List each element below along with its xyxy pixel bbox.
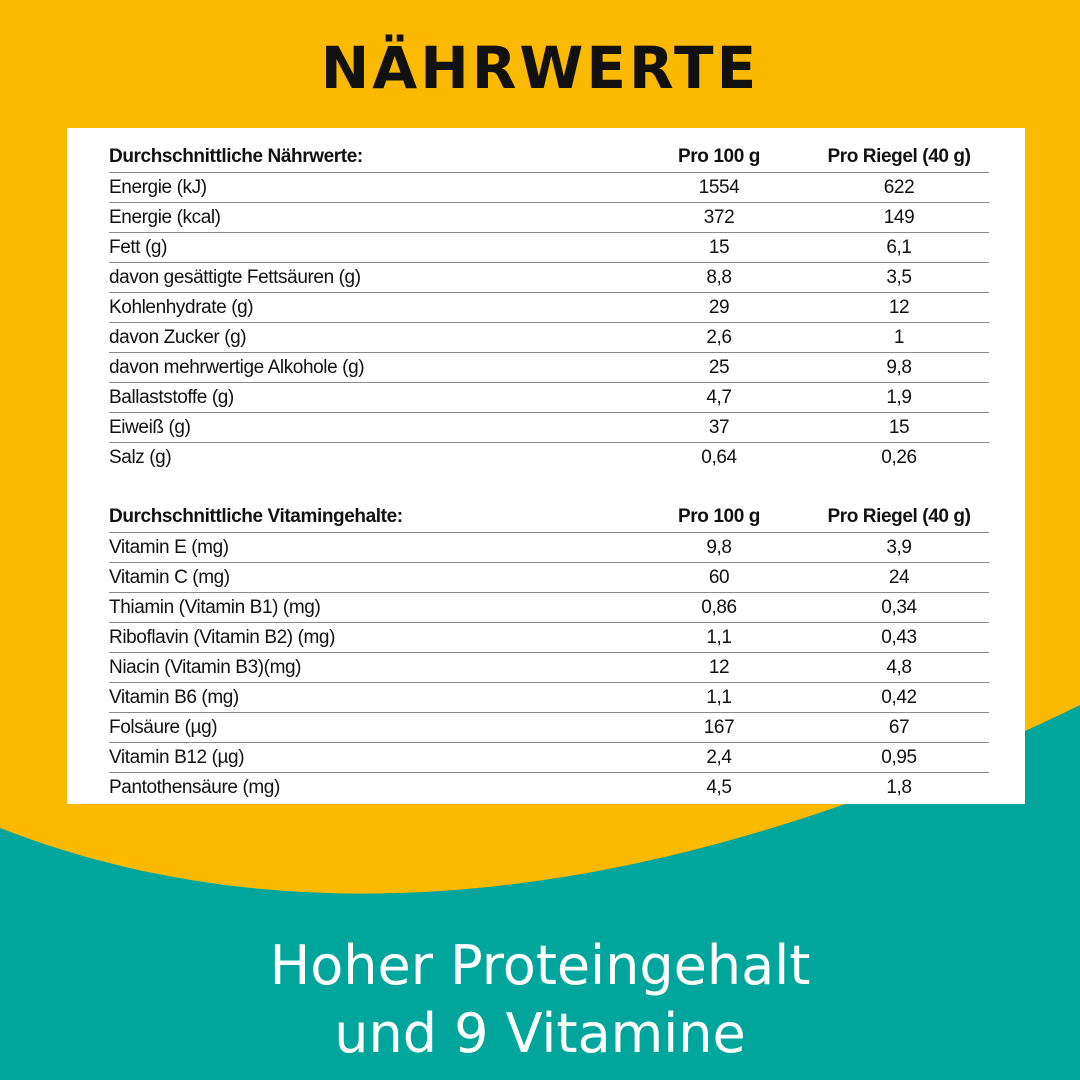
table-row xyxy=(109,653,989,683)
value-per-bar: 0,34 xyxy=(809,593,989,623)
table-row xyxy=(109,413,989,443)
table-row xyxy=(109,773,989,803)
value-per-bar: 9,8 xyxy=(809,353,989,383)
table-row xyxy=(109,563,989,593)
value-per-bar: 622 xyxy=(809,173,989,203)
table-row xyxy=(109,443,989,473)
header-per-100g: Pro 100 g xyxy=(629,502,809,533)
table-row xyxy=(109,743,989,773)
value-per-100g: 0,86 xyxy=(629,593,809,623)
row-label: Vitamin B6 (mg) xyxy=(109,683,629,713)
table-row xyxy=(109,683,989,713)
footer-line-1: Hoher Proteingehalt xyxy=(269,934,811,997)
value-per-bar: 3,9 xyxy=(809,533,989,563)
spacer-cell xyxy=(809,472,989,502)
value-per-100g: 25 xyxy=(629,353,809,383)
value-per-100g: 167 xyxy=(629,713,809,743)
value-per-bar: 0,42 xyxy=(809,683,989,713)
value-per-bar: 0,43 xyxy=(809,623,989,653)
value-per-bar: 67 xyxy=(809,713,989,743)
value-per-bar: 12 xyxy=(809,293,989,323)
value-per-bar: 1,8 xyxy=(886,776,912,798)
row-label: Pantothensäure (mg) xyxy=(109,776,280,798)
row-label: Eiweiß (g) xyxy=(109,413,629,443)
table-row xyxy=(109,353,989,383)
header-label: Durchschnittliche Nährwerte: xyxy=(109,142,629,173)
value-per-100g: 2,4 xyxy=(629,743,809,773)
value-per-100g: 8,8 xyxy=(629,263,809,293)
nutrition-table xyxy=(109,142,989,802)
nutrition-header-row xyxy=(109,142,989,173)
table-row xyxy=(109,323,989,353)
table-row xyxy=(109,293,989,323)
table-row xyxy=(109,623,989,653)
table-row xyxy=(109,203,989,233)
value-per-bar: 3,5 xyxy=(809,263,989,293)
table-row xyxy=(109,533,989,563)
footer-tagline xyxy=(0,932,1080,1068)
row-label: Vitamin C (mg) xyxy=(109,563,629,593)
value-per-bar: 6,1 xyxy=(809,233,989,263)
value-per-100g: 15 xyxy=(629,233,809,263)
header-per-bar: Pro Riegel (40 g) xyxy=(809,142,989,173)
spacer-cell xyxy=(629,472,809,502)
row-label: Vitamin E (mg) xyxy=(109,533,629,563)
table-row xyxy=(109,383,989,413)
value-per-bar: 149 xyxy=(809,203,989,233)
row-label: Riboflavin (Vitamin B2) (mg) xyxy=(109,623,629,653)
value-per-100g: 0,64 xyxy=(701,446,737,468)
value-per-100g: 12 xyxy=(629,653,809,683)
value-per-100g: 4,7 xyxy=(629,383,809,413)
row-label: davon Zucker (g) xyxy=(109,323,629,353)
value-per-100g: 372 xyxy=(629,203,809,233)
value-per-bar: 4,8 xyxy=(809,653,989,683)
row-label: Thiamin (Vitamin B1) (mg) xyxy=(109,593,629,623)
row-label: Ballaststoffe (g) xyxy=(109,383,629,413)
table-row xyxy=(109,233,989,263)
value-per-bar: 1,9 xyxy=(809,383,989,413)
row-label: Energie (kcal) xyxy=(109,203,629,233)
table-row xyxy=(109,263,989,293)
value-per-100g: 37 xyxy=(629,413,809,443)
value-per-100g: 60 xyxy=(629,563,809,593)
table-row xyxy=(109,713,989,743)
header-per-100g: Pro 100 g xyxy=(629,142,809,173)
row-label: Kohlenhydrate (g) xyxy=(109,293,629,323)
value-per-bar: 15 xyxy=(809,413,989,443)
row-label: Energie (kJ) xyxy=(109,173,629,203)
value-per-100g: 1,1 xyxy=(629,623,809,653)
row-label: Vitamin B12 (µg) xyxy=(109,743,629,773)
row-label: Folsäure (µg) xyxy=(109,713,629,743)
section-spacer xyxy=(109,472,989,502)
row-label: Niacin (Vitamin B3)(mg) xyxy=(109,653,629,683)
footer-line-2: und 9 Vitamine xyxy=(334,1002,746,1065)
value-per-bar: 0,26 xyxy=(881,446,917,468)
value-per-100g: 9,8 xyxy=(629,533,809,563)
row-label: Salz (g) xyxy=(109,446,172,468)
table-row xyxy=(109,593,989,623)
value-per-bar: 24 xyxy=(809,563,989,593)
spacer-cell xyxy=(109,472,629,502)
value-per-100g: 1,1 xyxy=(629,683,809,713)
row-label: Fett (g) xyxy=(109,233,629,263)
page-title: NÄHRWERTE xyxy=(320,34,760,102)
vitamins-header-row xyxy=(109,502,989,533)
header-per-bar: Pro Riegel (40 g) xyxy=(809,502,989,533)
nutrition-card xyxy=(67,128,1025,804)
value-per-100g: 29 xyxy=(629,293,809,323)
value-per-100g: 4,5 xyxy=(706,776,732,798)
table-row xyxy=(109,173,989,203)
value-per-100g: 1554 xyxy=(629,173,809,203)
row-label: davon mehrwertige Alkohole (g) xyxy=(109,353,629,383)
value-per-100g: 2,6 xyxy=(629,323,809,353)
row-label: davon gesättigte Fettsäuren (g) xyxy=(109,263,629,293)
value-per-bar: 1 xyxy=(809,323,989,353)
value-per-bar: 0,95 xyxy=(809,743,989,773)
header-label: Durchschnittliche Vitamingehalte: xyxy=(109,502,629,533)
